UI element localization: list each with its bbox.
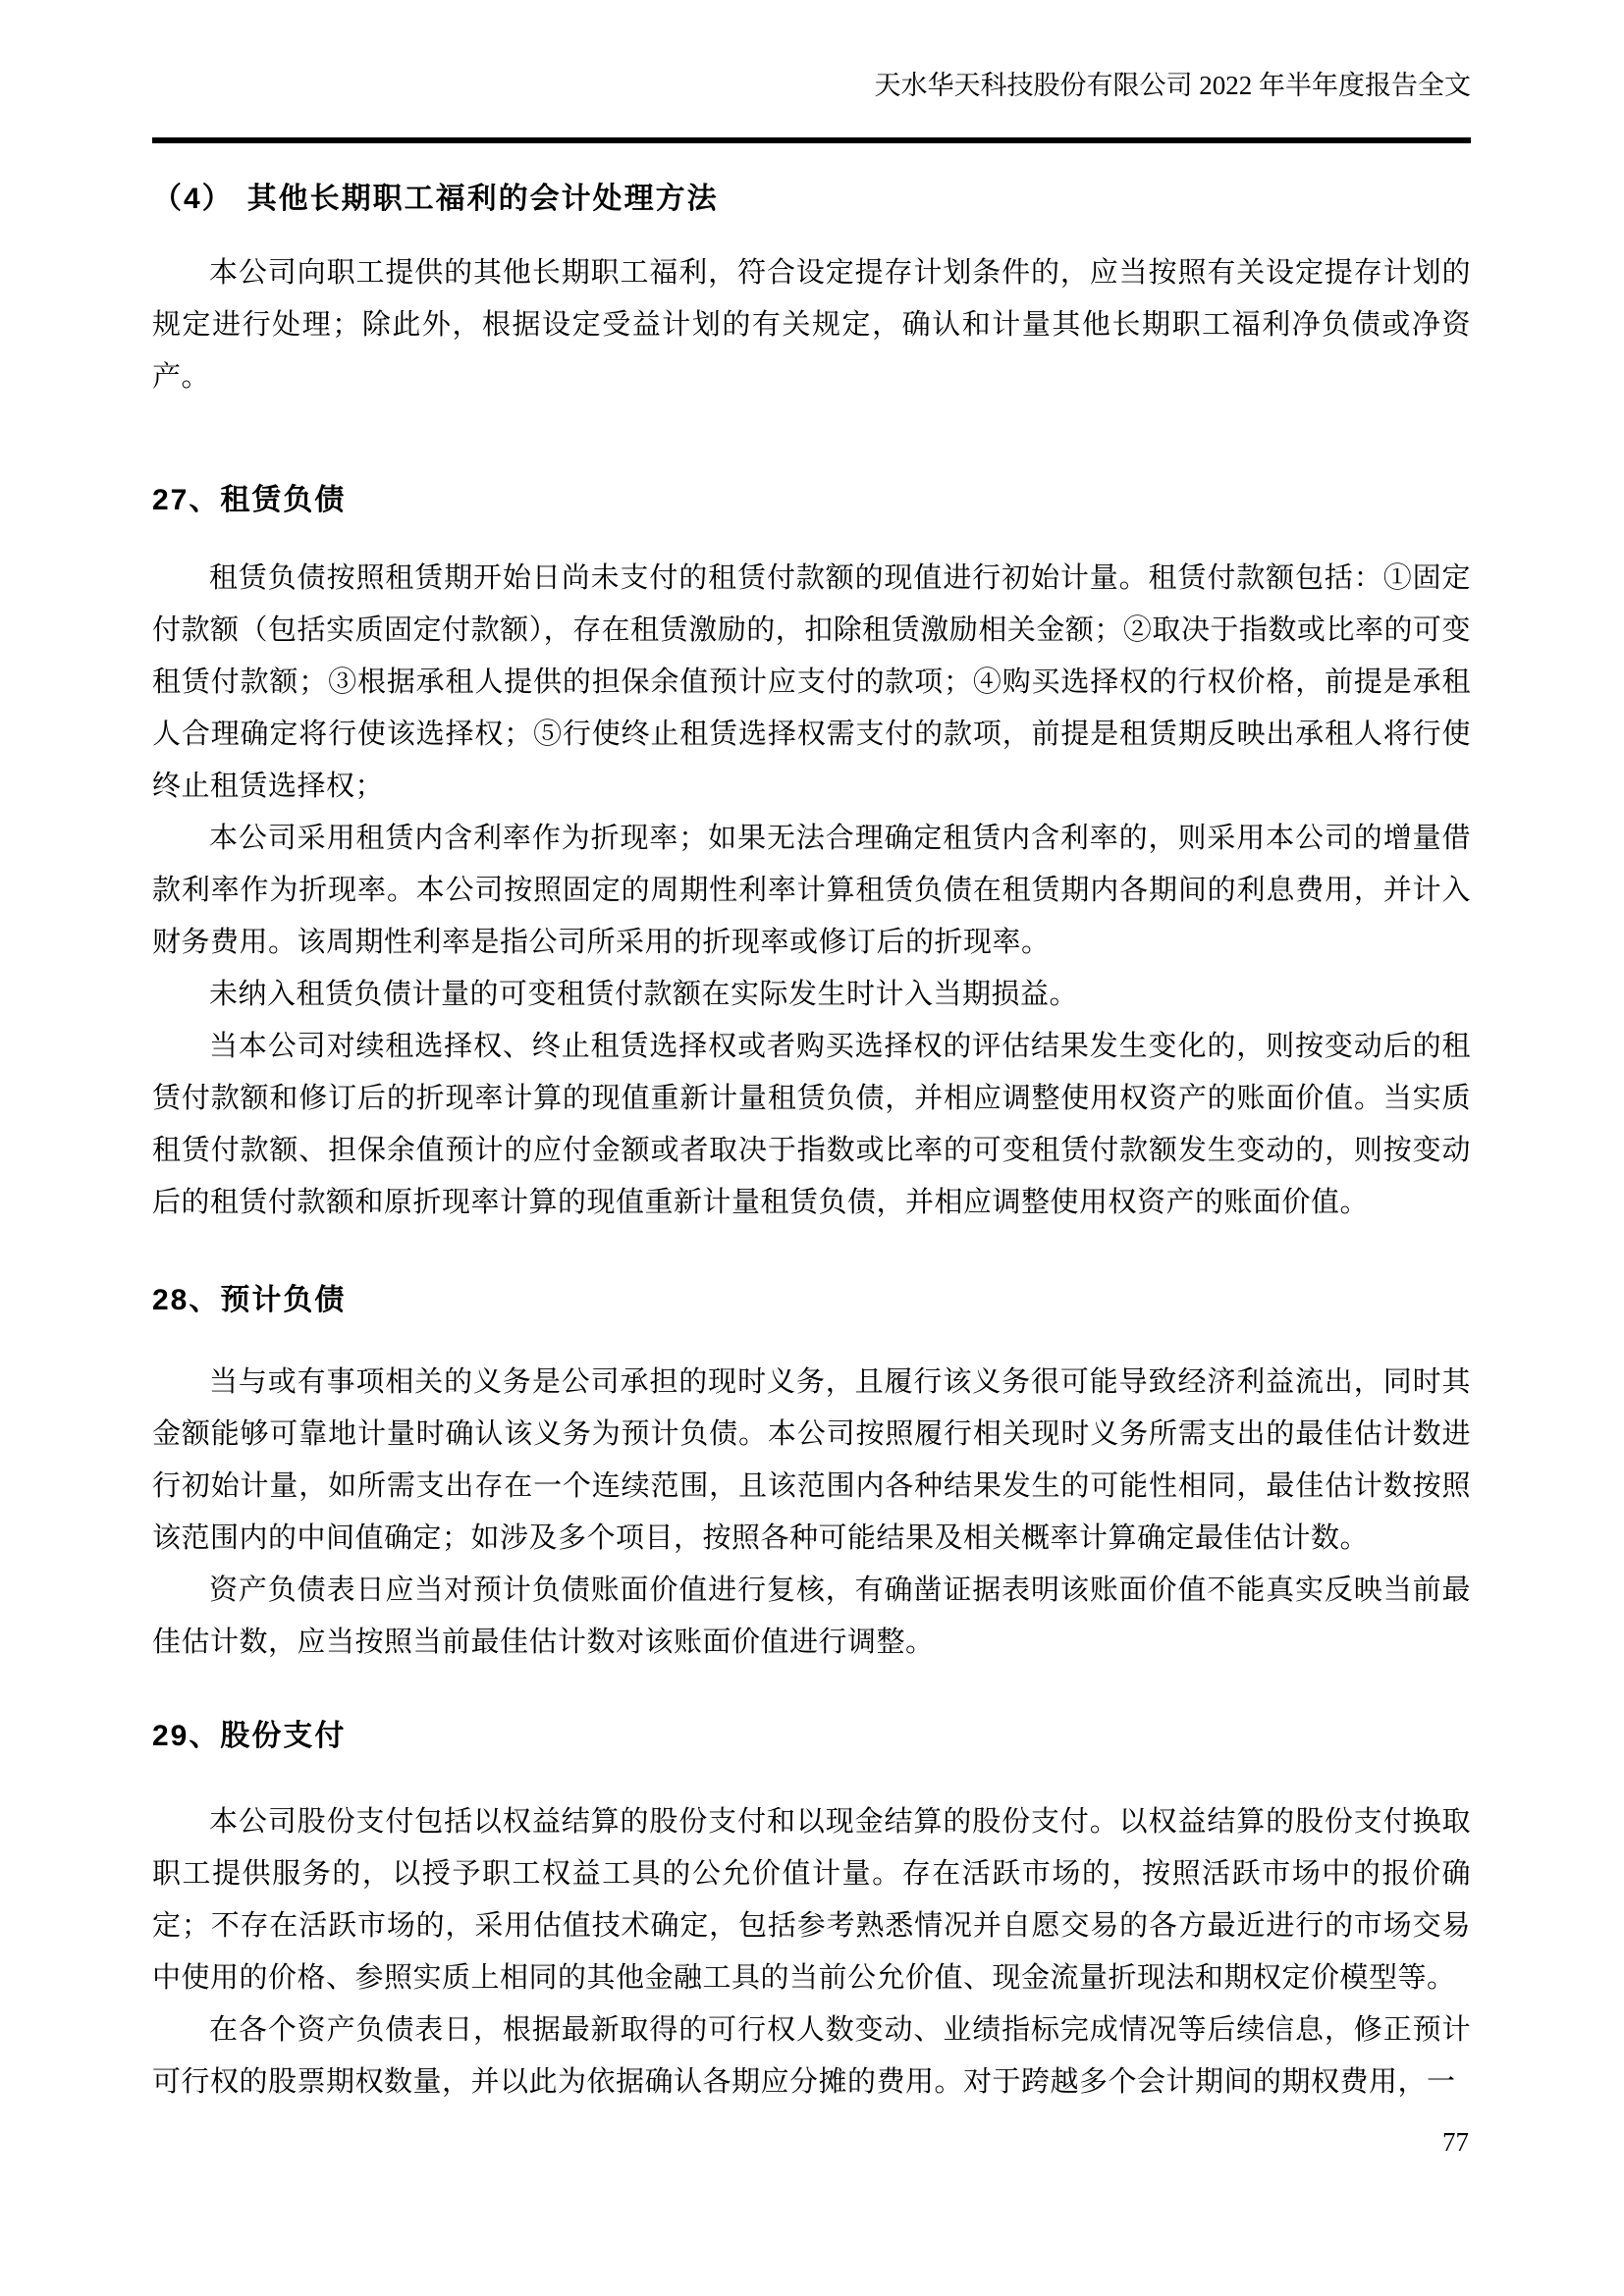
section-heading-29 — [152, 1720, 1471, 1753]
paragraph: 在各个资产负债表日，根据最新取得的可行权人数变动、业绩指标完成情况等后续信息，修正预计可行权的股票期权数量，并以此为依据确认各期应分摊的费用。对于跨越多个会计期间的期权费用，一 — [152, 2014, 1471, 2098]
paragraph: 本公司采用租赁内含利率作为折现率；如果无法合理确定租赁内含利率的，则采用本公司的增量借款利率作为折现率。本公司按照固定的周期性利率计算租赁负债在租赁期内各期间的利息费用，并计入财务费用。该周期性利率是指公司所采用的折现率或修订后的折现率。 — [152, 823, 1471, 958]
section-number: 29、 — [152, 1720, 221, 1752]
section-heading-27 — [152, 484, 1471, 517]
section-body-27 — [152, 553, 1471, 1229]
paragraph: 当本公司对续租选择权、终止租赁选择权或者购买选择权的评估结果发生变化的，则按变动后的租赁付款额和修订后的折现率计算的现值重新计量租赁负债，并相应调整使用权资产的账面价值。当实质租赁付款额、担保余值预计的应付金额或者取决于指数或比率的可变租赁付款额发生变动的，则按变动后的租赁付款额和原折现率计算的现值重新计量租赁负债，并相应调整使用权资产的账面价值。 — [152, 1031, 1471, 1218]
section-number: 28、 — [152, 1284, 221, 1316]
section-body-4 — [152, 247, 1471, 403]
paragraph: 租赁负债按照租赁期开始日尚未支付的租赁付款额的现值进行初始计量。租赁付款额包括：①固定付款额（包括实质固定付款额），存在租赁激励的，扣除租赁激励相关金额；②取决于指数或比率的可变租赁付款额；③根据承租人提供的担保余值预计应支付的款项；④购买选择权的行权价格，前提是承租人合理确定将行使该选择权；⑤行使终止租赁选择权需支付的款项，前提是租赁期反映出承租人将行使终止租赁选择权； — [152, 562, 1471, 802]
section-title: 其他长期职工福利的会计处理方法 — [246, 183, 719, 215]
section-title: 租赁负债 — [220, 484, 347, 516]
paragraph: 当与或有事项相关的义务是公司承担的现时义务，且履行该义务很可能导致经济利益流出，同时其金额能够可靠地计量时确认该义务为预计负债。本公司按照履行相关现时义务所需支出的最佳估计数进行初始计量，如所需支出存在一个连续范围，且该范围内各种结果发生的可能性相同，最佳估计数按照该范围内的中间值确定；如涉及多个项目，按照各种可能结果及相关概率计算确定最佳估计数。 — [152, 1366, 1471, 1554]
header-rule — [152, 137, 1471, 143]
section-heading-4 — [152, 183, 1471, 216]
section-title: 预计负债 — [220, 1284, 347, 1316]
paragraph: 本公司股份支付包括以权益结算的股份支付和以现金结算的股份支付。以权益结算的股份支付换取职工提供服务的，以授予职工权益工具的公允价值计量。存在活跃市场的，按照活跃市场中的报价确定；不存在活跃市场的，采用估值技术确定，包括参考熟悉情况并自愿交易的各方最近进行的市场交易中使用的价格、参照实质上相同的其他金融工具的当前公允价值、现金流量折现法和期权定价模型等。 — [152, 1806, 1471, 1994]
report-header-title: 天水华天科技股份有限公司 2022 年半年度报告全文 — [874, 71, 1471, 100]
page-number: 77 — [1442, 2127, 1469, 2157]
paragraph: 本公司向职工提供的其他长期职工福利，符合设定提存计划条件的，应当按照有关设定提存计划的规定进行处理；除此外，根据设定受益计划的有关规定，确认和计量其他长期职工福利净负债或净资产。 — [152, 257, 1471, 393]
paragraph: 未纳入租赁负债计量的可变租赁付款额在实际发生时计入当期损益。 — [209, 979, 1079, 1010]
section-body-29 — [152, 1796, 1471, 2109]
section-number: （4） — [152, 183, 234, 215]
section-title: 股份支付 — [220, 1720, 347, 1752]
paragraph: 资产负债表日应当对预计负债账面价值进行复核，有确凿证据表明该账面价值不能真实反映当前最佳估计数，应当按照当前最佳估计数对该账面价值进行调整。 — [152, 1575, 1471, 1658]
section-heading-28 — [152, 1284, 1471, 1317]
section-body-28 — [152, 1357, 1471, 1669]
section-number: 27、 — [152, 484, 221, 516]
